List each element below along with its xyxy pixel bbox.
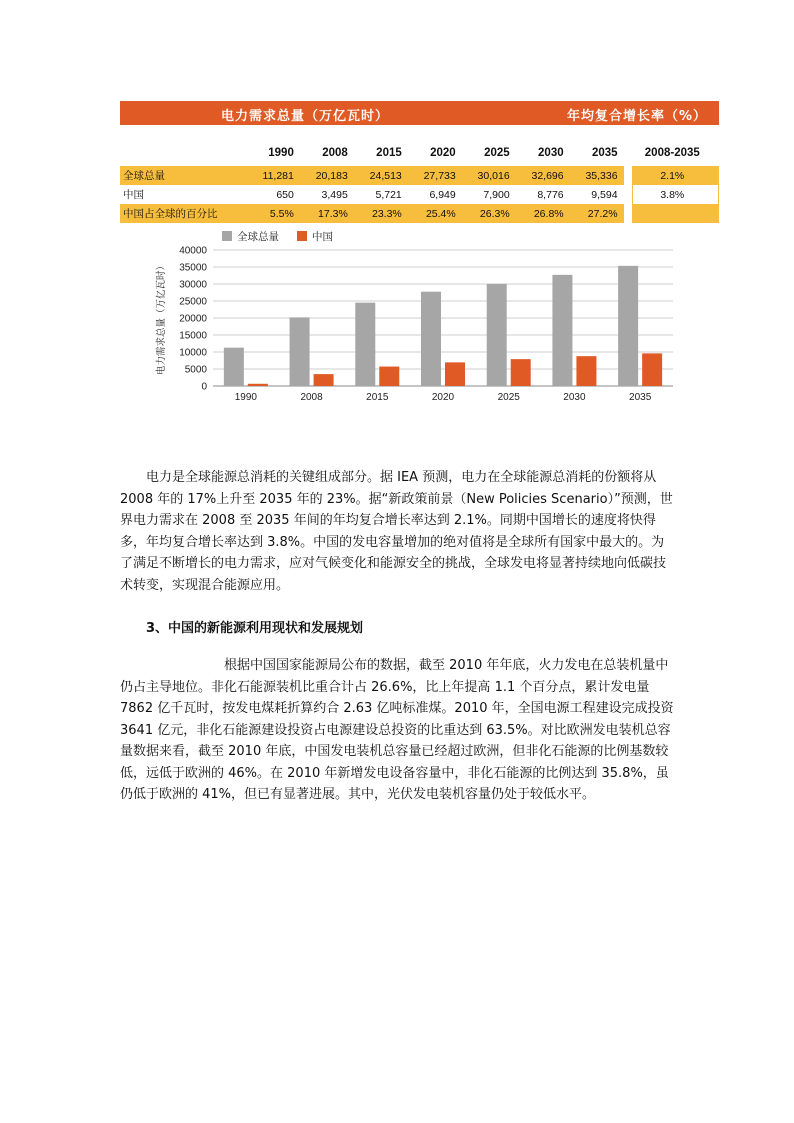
x-tick-label: 2025: [497, 392, 520, 403]
row-label: 中国占全球的百分比: [120, 204, 247, 223]
x-tick-label: 2035: [629, 392, 652, 403]
table-cell: 25.4%: [408, 204, 462, 223]
bar-china: [379, 367, 399, 386]
bar-china: [642, 353, 662, 386]
bar-global-total: [224, 348, 244, 386]
bar-global-total: [487, 284, 507, 386]
table-cell: 20,183: [300, 166, 354, 185]
table-cell: 5,721: [354, 185, 408, 204]
x-tick-label: 2015: [366, 392, 389, 403]
year-header: 2015: [376, 147, 402, 159]
rate-cell: 3.8%: [632, 185, 718, 204]
bar-china: [314, 374, 334, 386]
bar-global-total: [618, 266, 638, 386]
column-gap: [624, 204, 633, 223]
section-heading: 3、中国的新能源利用现状和发展规划: [146, 621, 364, 636]
legend-swatch-global: [222, 231, 232, 241]
table-cell: 3,495: [300, 185, 354, 204]
table-cell: 23.3%: [354, 204, 408, 223]
bar-global-total: [290, 317, 310, 386]
rate-period-header: 2008-2035: [644, 147, 700, 159]
year-header: 2025: [484, 147, 510, 159]
table-cell: 27,733: [408, 166, 462, 185]
demand-header-title: 电力需求总量（万亿瓦时）: [220, 109, 389, 124]
table-cell: 17.3%: [300, 204, 354, 223]
table-cell: 32,696: [516, 166, 570, 185]
y-tick-label: 30000: [179, 279, 207, 291]
y-tick-label: 40000: [179, 245, 207, 257]
rate-cell: 2.1%: [632, 166, 718, 185]
demand-table: [120, 144, 719, 223]
table-cell: 650: [247, 185, 300, 204]
legend-label: 全球总量: [237, 231, 279, 243]
year-header: 2035: [591, 147, 618, 159]
column-gap: [624, 185, 633, 204]
table-cell: 30,016: [462, 166, 516, 185]
table-header-row: [120, 144, 719, 166]
table-row: [120, 204, 719, 223]
y-tick-label: 0: [201, 381, 207, 393]
bar-china: [511, 359, 531, 386]
bar-global-total: [552, 275, 572, 386]
table-cell: 11,281: [247, 166, 300, 185]
x-tick-label: 2008: [300, 392, 323, 403]
chart-canvas: [120, 225, 719, 415]
y-tick-label: 15000: [179, 330, 207, 342]
row-label: 中国: [120, 185, 247, 204]
rate-cell: [632, 204, 718, 223]
bar-global-total: [355, 303, 375, 386]
bar-china: [576, 356, 596, 386]
column-gap: [624, 166, 633, 185]
table-cell: 9,594: [570, 185, 624, 204]
year-header: 1990: [268, 147, 294, 159]
x-tick-label: 2030: [563, 392, 586, 403]
table-row: [120, 166, 719, 185]
table-cell: 24,513: [354, 166, 408, 185]
paragraph-electricity-share: 电力是全球能源总消耗的关键组成部分。据 IEA 预测，电力在全球能源总消耗的份额将从 2008 年的 17%上升至 2035 年的 23%。据“新政策前景（New Policies Scenario）”预测，世界电力需求在 2008 至 2035 年间的年均复合增长率达到 2.1%。同期中国增长的速度将快得多，年均复合增长率达到 3.8%。中国的发电容量增加的绝对值将是全球所有国家中最大的。为了满足不断增长的电力需求，应对气候变化和能源安全的挑战，全球发电将显著持续地向低碳技术转变，实现混合能源应用。: [120, 470, 673, 593]
paragraph-china-energy-data: 根据中国国家能源局公布的数据，截至 2010 年年底，火力发电在总装机量中仍占主导地位。非化石能源装机比重合计占 26.6%，比上年提高 1.1 个百分点，累计发电量 7862 亿千瓦时，按发电煤耗折算约合 2.63 亿吨标准煤。2010 年，全国电源工程建设完成投资 3641 亿元，非化石能源建设投资占电源建设总投资的比重达到 63.5%。对比欧洲发电装机总容量数据来看，截至 2010 年底，中国发电装机总容量已经超过欧洲，但非化石能源的比例基数较低，远低于欧洲的 46%。在 2010 年新增发电设备容量中，非化石能源的比例达到 35.8%，虽仍低于欧洲的 41%，但已有显著进展。其中，光伏发电装机容量仍处于较低水平。: [120, 658, 674, 802]
figure-header-bar: [120, 101, 719, 125]
bar-global-total: [421, 292, 441, 386]
electricity-demand-figure: [120, 101, 719, 415]
table-cell: 8,776: [516, 185, 570, 204]
table-cell: 35,336: [570, 166, 624, 185]
x-tick-label: 1990: [234, 392, 257, 403]
year-header: 2030: [538, 147, 564, 159]
table-cell: 7,900: [462, 185, 516, 204]
x-tick-label: 2020: [431, 392, 455, 403]
y-tick-label: 20000: [179, 313, 207, 325]
y-tick-label: 5000: [184, 364, 207, 376]
table-header-corner: [120, 144, 247, 166]
table-cell: 26.8%: [516, 204, 570, 223]
year-header: 2008: [322, 147, 348, 159]
table-cell: 6,949: [408, 185, 462, 204]
y-axis-label: 电力需求总量（万亿瓦时）: [156, 260, 167, 376]
column-gap: [624, 144, 633, 166]
year-header: 2020: [430, 147, 456, 159]
bar-china: [445, 362, 465, 386]
table-row: [120, 185, 719, 204]
legend-swatch-china: [297, 231, 307, 241]
y-tick-label: 10000: [179, 347, 207, 359]
y-tick-label: 25000: [179, 296, 207, 308]
table-cell: 27.2%: [570, 204, 624, 223]
table-cell: 5.5%: [247, 204, 300, 223]
row-label: 全球总量: [120, 166, 247, 185]
demand-bar-chart: [120, 225, 719, 415]
bar-china: [248, 384, 268, 386]
y-tick-label: 35000: [179, 262, 207, 274]
legend-label: 中国: [312, 231, 333, 243]
growth-rate-header-title: 年均复合增长率（%）: [566, 109, 707, 124]
table-cell: 26.3%: [462, 204, 516, 223]
